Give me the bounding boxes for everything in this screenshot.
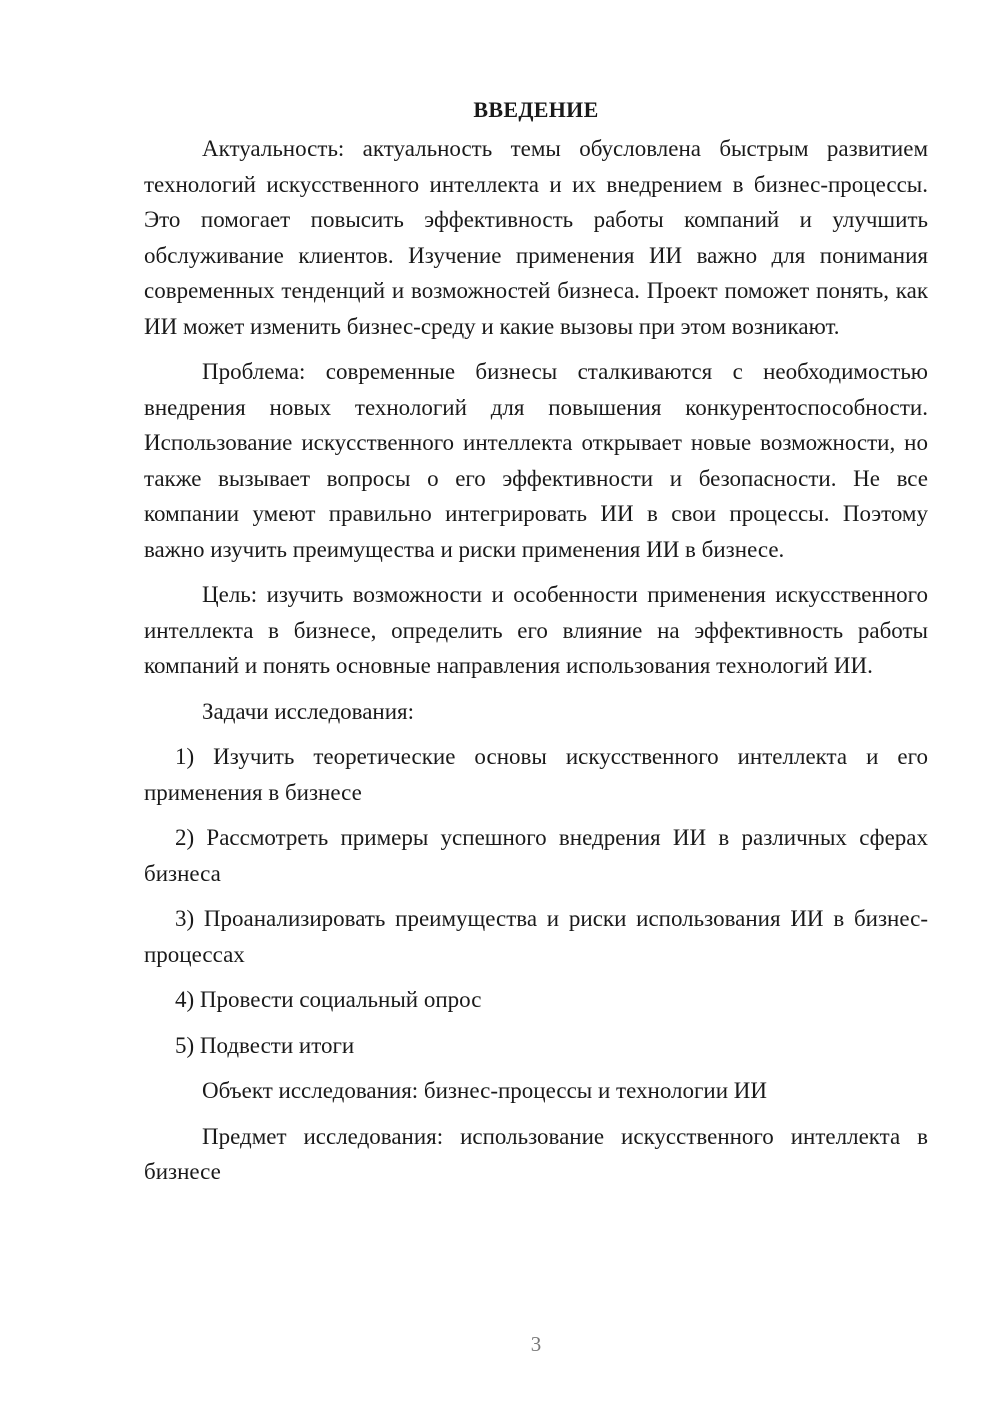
- task-item: 2) Рассмотреть примеры успешного внедрения ИИ в различных сферах бизнеса: [144, 825, 928, 886]
- task-item: 4) Провести социальный опрос: [175, 987, 482, 1012]
- page-title: ВВЕДЕНИЕ: [473, 97, 599, 122]
- problem-paragraph: Проблема: современные бизнесы сталкиваются с необходимостью внедрения новых технологий для повышения конкурентоспособности. Использование искусственного интеллекта открывает новые возможности, но также вызывает вопросы о его эффективности и безопасности. Не все компании умеют правильно интегрировать ИИ в свои процессы. Поэтому важно изучить преимущества и риски применения ИИ в бизнесе.: [144, 359, 928, 562]
- task-item: 3) Проанализировать преимущества и риски использования ИИ в бизнес-процессах: [144, 906, 928, 967]
- tasks-list: [144, 739, 928, 1063]
- task-item: 1) Изучить теоретические основы искусственного интеллекта и его применения в бизнесе: [144, 744, 928, 805]
- goal-paragraph: Цель: изучить возможности и особенности применения искусственного интеллекта в бизнесе, определить его влияние на эффективность работы компаний и понять основные направления использования технологий ИИ.: [144, 582, 928, 678]
- research-subject: Предмет исследования: использование искусственного интеллекта в бизнесе: [144, 1123, 928, 1184]
- page-number: 3: [530, 1332, 542, 1356]
- task-item: 5) Подвести итоги: [175, 1032, 355, 1058]
- tasks-heading: Задачи исследования:: [202, 698, 415, 724]
- relevance-paragraph: Актуальность: актуальность темы обусловлена быстрым развитием технологий искусственного интеллекта и их внедрением в бизнес-процессы. Это помогает повысить эффективность работы компаний и улучшить обслуживание клиентов. Изучение применения ИИ важно для понимания современных тенденций и возможностей бизнеса. Проект поможет понять, как ИИ может изменить бизнес-среду и какие вызовы при этом возникают.: [144, 136, 928, 339]
- page-content: [144, 92, 928, 1200]
- research-object: Объект исследования: бизнес-процессы и технологии ИИ: [202, 1078, 768, 1103]
